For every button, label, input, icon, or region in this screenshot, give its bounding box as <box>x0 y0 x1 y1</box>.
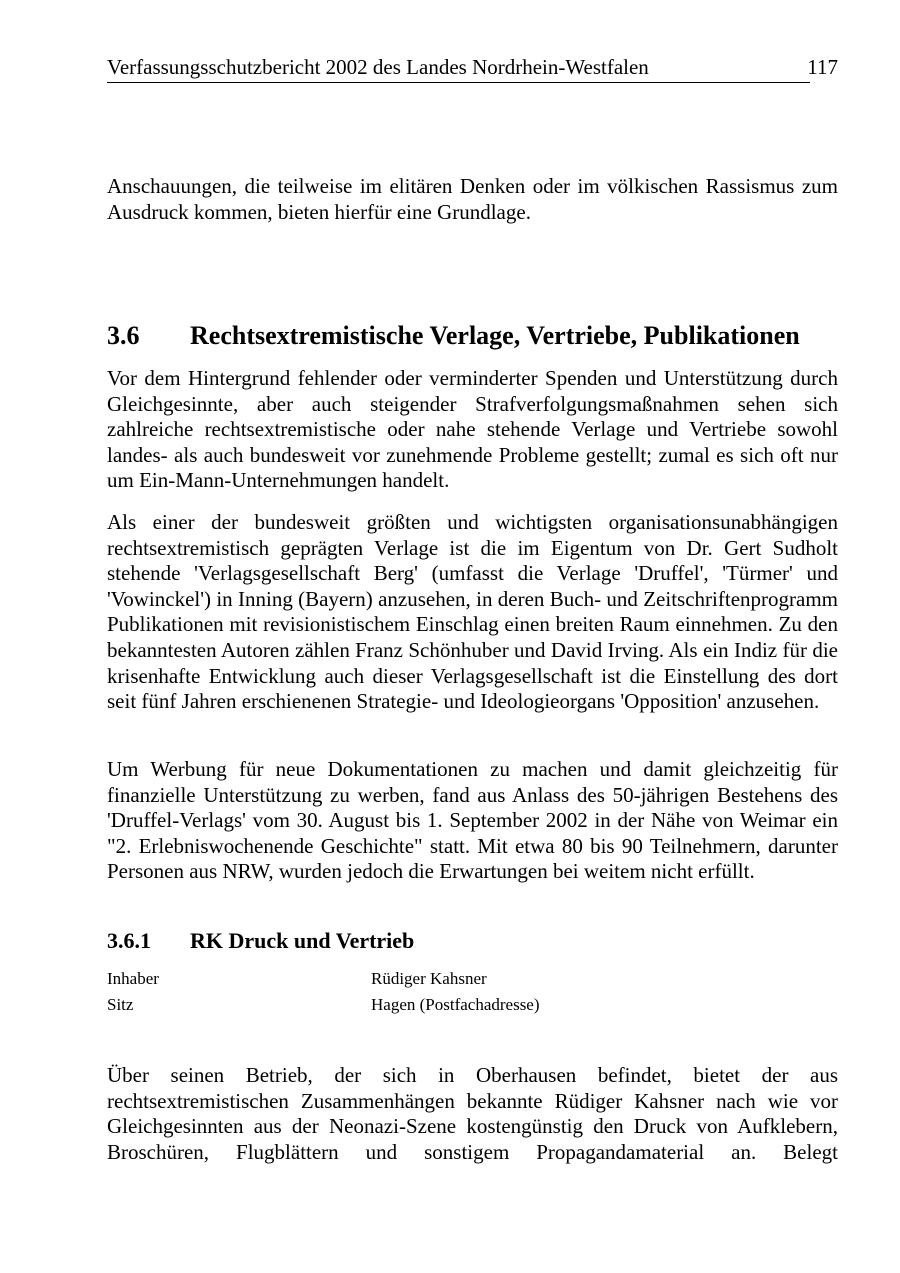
section-paragraph-1: Vor dem Hintergrund fehlender oder verminderter Spenden und Unterstützung durch Gleichgesinnte, aber auch steigender Strafverfolgungsmaßnahmen sehen sich zahlreiche rechtsextremistische oder nahe stehende Verlage und Vertriebe sowohl landes- als auch bundesweit vor zunehmende Probleme gestellt; zumal es sich oft nur um Ein-Mann-Unternehmungen handelt. <box>107 366 838 493</box>
info-value: Rüdiger Kahsner <box>371 969 487 988</box>
section-paragraph-2: Als einer der bundesweit größten und wichtigsten organisationsunabhängigen rechtsextremistisch geprägten Verlage ist die im Eigentum von Dr. Gert Sudholt stehende 'Verlagsgesellschaft Berg' (umfasst die Verlage 'Druffel', 'Türmer' und 'Vowinckel') in Inning (Bayern) anzusehen, in deren Buch- und Zeitschriftenprogramm Publikationen mit revisionistischem Einschlag einen breiten Raum einnehmen. Zu den bekanntesten Autoren zählen Franz Schönhuber und David Irving. Als ein Indiz für die krisenhafte Entwicklung auch dieser Verlagsgesellschaft ist die Einstellung des dort seit fünf Jahren erschienenen Strategie- und Ideologieorgans 'Opposition' anzusehen. <box>107 510 838 714</box>
info-row-owner <box>107 967 838 991</box>
subsection-heading <box>107 926 838 956</box>
info-label: Sitz <box>107 995 134 1014</box>
section-paragraph-3: Um Werbung für neue Dokumentationen zu machen und damit gleichzeitig für finanzielle Unterstützung zu werben, fand aus Anlass des 50-jährigen Bestehens des 'Druffel-Verlags' vom 30. August bis 1. September 2002 in der Nähe von Weimar ein "2. Erlebniswochenende Geschichte" statt. Mit etwa 80 bis 90 Teilnehmern, darunter Personen aus NRW, wurden jedoch die Erwartungen bei weitem nicht erfüllt. <box>107 757 838 884</box>
page-number: 117 <box>807 55 838 79</box>
intro-paragraph: Anschauungen, die teilweise im elitären Denken oder im völkischen Rassismus zum Ausdruck kommen, bieten hierfür eine Grundlage. <box>107 174 838 224</box>
subsection-paragraph: Über seinen Betrieb, der sich in Oberhausen befindet, bietet der aus rechtsextremistischen Zusammenhängen bekannte Rüdiger Kahsner nach wie vor Gleichgesinnten aus der Neonazi-Szene kostengünstig den Druck von Aufklebern, Broschüren, Flugblättern und sonstigem Propagandamaterial an. Belegt <box>107 1063 838 1164</box>
section-number: 3.6 <box>107 321 140 350</box>
running-header <box>107 54 810 83</box>
info-label: Inhaber <box>107 969 159 988</box>
section-heading <box>107 318 847 354</box>
info-row-seat <box>107 993 838 1017</box>
info-value: Hagen (Postfachadresse) <box>371 995 540 1014</box>
section-title: Rechtsextremistische Verlage, Vertriebe, Publikationen <box>190 321 800 350</box>
header-title: Verfassungsschutzbericht 2002 des Landes Nordrhein-Westfalen <box>107 55 649 79</box>
subsection-number: 3.6.1 <box>107 928 151 953</box>
subsection-title: RK Druck und Vertrieb <box>190 928 415 953</box>
